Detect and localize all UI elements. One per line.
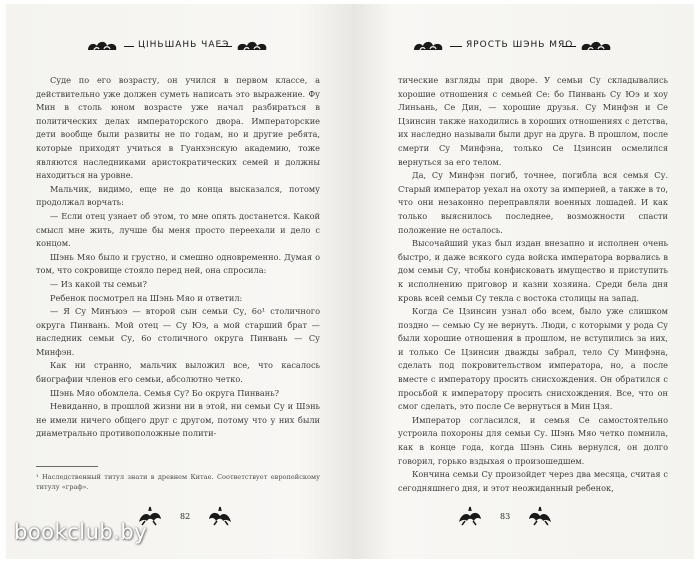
left-running-head-title: ЦІНЬШАНЬ ЧАЕЭ (138, 40, 230, 50)
right-body-text (398, 74, 668, 495)
running-head-rule (562, 46, 576, 47)
site-watermark: bookclub.by (14, 520, 148, 544)
paragraph: Ребенок посмотрел на Шэнь Мяо и ответил: (50, 292, 243, 303)
running-head-rule (124, 46, 134, 47)
left-running-head (6, 38, 352, 54)
paragraph: Шэнь Мяо было и грустно, и смешно одновременно. Думая о том, что сокровище стояло перед ней, она спросила: (36, 251, 320, 276)
left-body-text (36, 74, 320, 441)
cloud-ornament-icon (86, 38, 122, 54)
paragraph: Да, Су Минфэн погиб, точнее, погибла вся семья Су. Старый император уехал на охоту за империей, а также в то, что они незаконно переправляли военных лошадей. И как только выяснилось последнее, возможности спасти положение не осталось. (398, 170, 668, 235)
running-head-rule (450, 46, 462, 47)
right-page (352, 4, 694, 559)
paragraph: — Я Су Минъюэ — второй сын семьи Су, 6о¹ столичного округа Пинвань. Мой отец — Су Юэ, а мой старший брат — наследник семьи Су, 6о столичного округа Пинвань — Су Минфэн. (36, 306, 320, 357)
paragraph: — Если отец узнает об этом, то мне опять достанется. Какой смысл мне жить, лучше бы меня просто переехали и дело с концом. (36, 210, 320, 249)
paragraph: Мальчик, видимо, еще не до конца высказался, потому продолжал ворчать: (36, 183, 320, 208)
right-running-head (352, 38, 694, 54)
paragraph: — Из какой ты семьи? (50, 278, 147, 289)
dragon-ornament-icon (206, 506, 234, 528)
paragraph: Шэнь Мяо обомлела. Семья Су? Бо округа Пинвань? (50, 387, 280, 398)
right-running-head-title: ЯРОСТЬ ШЭНЬ МЯО (466, 40, 574, 50)
dragon-ornament-icon (456, 506, 484, 528)
book-spread (6, 4, 694, 559)
left-page-number: 82 (180, 512, 191, 521)
paragraph: Кончина семьи Су произойдет через два месяца, считая с сегодняшнего дня, и этот неожиданный ребенок, (398, 469, 668, 493)
cloud-ornament-icon (234, 38, 270, 54)
footnote: ¹ Наследственный титул знати в древнем Китае. Соответствует европейскому титулу «граф». (36, 473, 320, 491)
paragraph: Император согласился, и семья Се самостоятельно устроила похороны для семьи Су. Шэнь Мяо четко помнила, как в конце года, когда Шэнь Синь вернулся, он долго говорил, горько вздыхая о произошедшем. (398, 414, 668, 466)
footnote-rule (36, 466, 98, 467)
running-head-rule (218, 46, 232, 47)
paragraph: Когда Се Цзинсин узнал обо всем, было уже слишком поздно — семью Су не вернуть. Люди, с которыми у рода Су были хорошие отношения в прошлом, не вступились за них, и только Се Цзинсин дважды забрал, тело Су Минфэна, сделать под покровительством императора, но, а после вместе с императору просить снисхождения. Он обратился с просьбой к императору просить снисхождения. Все, что он смог сделать, это после Се вернуться в Мин Цзя. (398, 306, 668, 412)
left-page (6, 4, 352, 559)
paragraph: тические взгляды при дворе. У семьи Су складывались хорошие отношения с семьей Се: бо Пинвань Су Юэ и хоу Линьань, Се Дин, — хорошие друзья. Су Минфэн и Се Цзинсин также находились в хороших отношениях с детства, их наследно называли были друг на друга. В прошлом, после смерти Су Минфэна, только Се Цзинсин осмелился вернуться за его телом. (398, 75, 668, 167)
paragraph: Суде по его возрасту, он учился в первом классе, а действительно уже должен суметь написать это выражение. Фу Мин в столь юном возрасте уже начал разбираться в политических делах императорского двора. Императорские дети вообще были развиты не по годам, но и другие ребята, которые приходят учиться в Гуанхэнскую академию, тоже являются наследниками аристократических семей и должны находиться на уровне. (36, 75, 320, 181)
paragraph: Как ни странно, мальчик выложил все, что касалось биографии членов его семьи, абсолютно четко. (36, 360, 320, 385)
dragon-ornament-icon (526, 506, 554, 528)
paragraph: Невиданно, в прошлой жизни ни в этой, ни семьи Су и Шэнь не имели ничего общего друг с другом, потому что у них были диаметрально противоположные полити- (36, 401, 320, 439)
cloud-ornament-icon (412, 38, 448, 54)
paragraph: Высочайший указ был издан внезапно и исполнен очень быстро, и даже всякого суда войска императора ворвались в дом семьи Су, чтобы конфисковать имущество и приступить к исполнению приговор и казни хозяина. Среди бела дня кровь всей семьи Су текла с востока столицы на запад. (398, 238, 668, 303)
right-page-number: 83 (500, 512, 511, 521)
cloud-ornament-icon (578, 38, 614, 54)
